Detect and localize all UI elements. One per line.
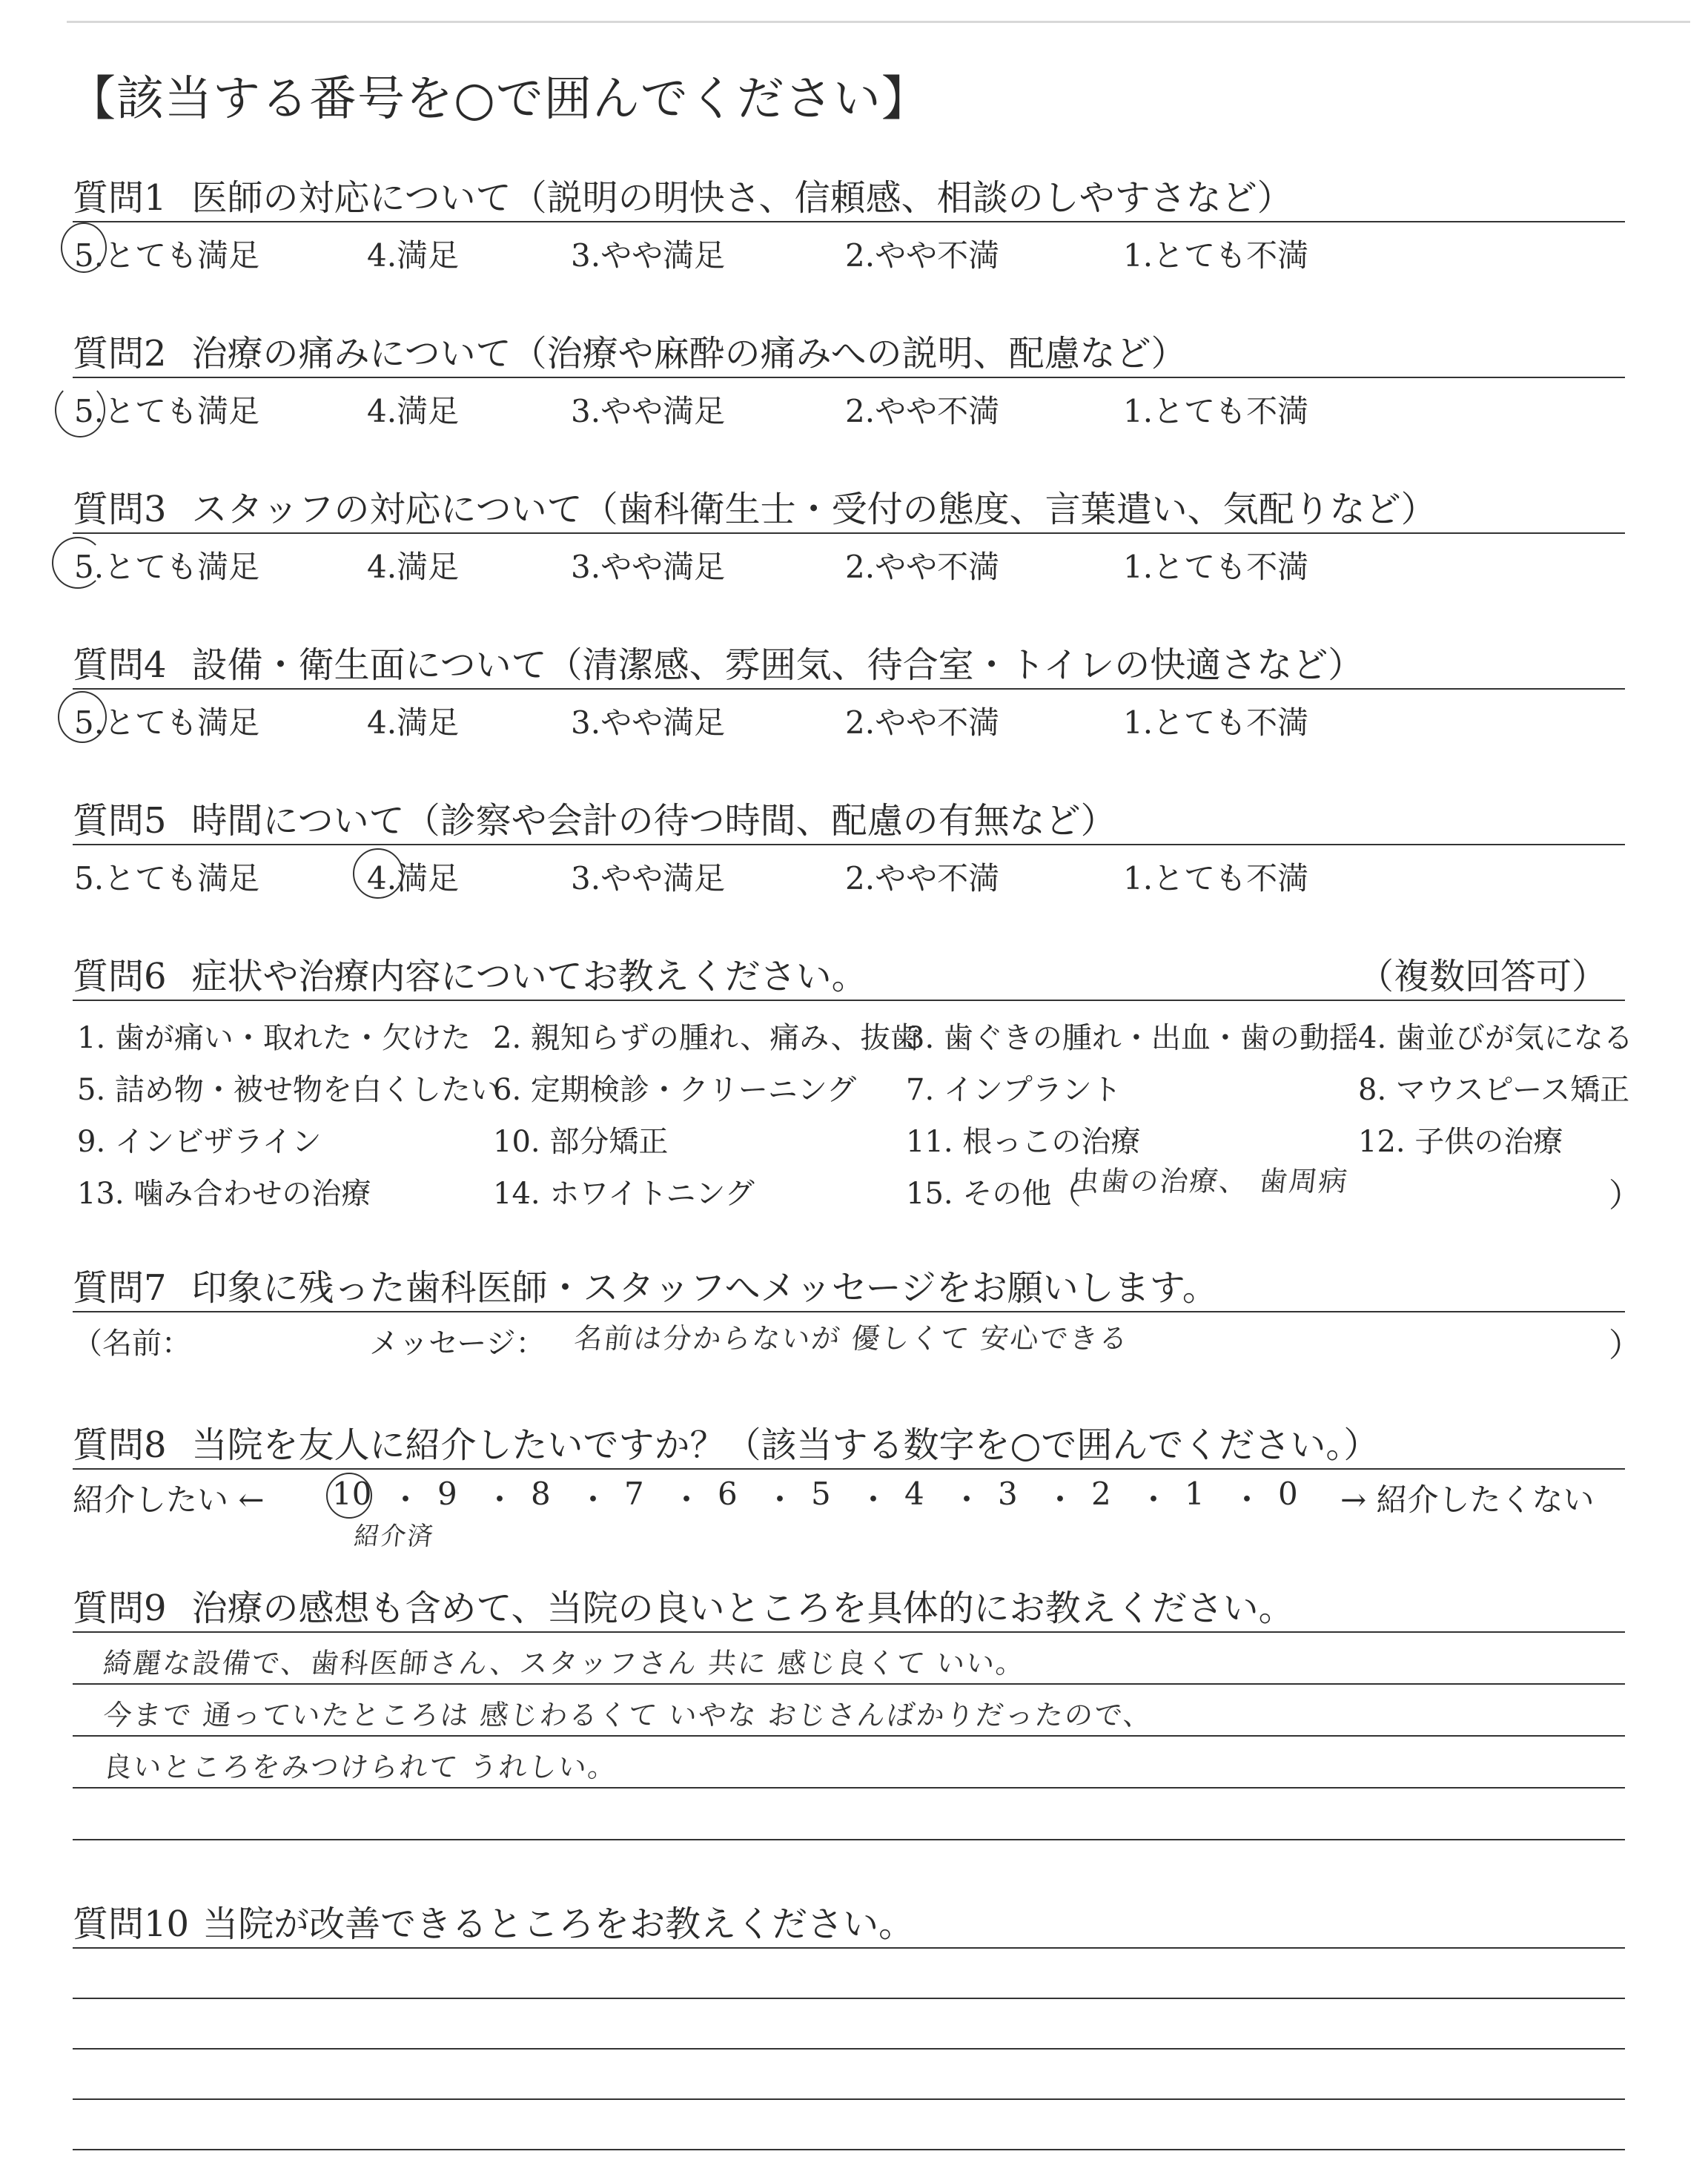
symptom-item-13[interactable]: 13. 噛み合わせの治療 [77, 1177, 371, 1211]
symptom-item-14[interactable]: 14. ホワイトニング [493, 1177, 755, 1211]
other-close-paren: ） [1609, 1177, 1641, 1215]
page-title: 【該当する番号を○で囲んでください】 [68, 72, 930, 127]
q9-handwritten-line-2: 今まで 通っていたところは 感じわるくて いやな おじさんばかりだったので、 [102, 1699, 1155, 1731]
symptom-item-8[interactable]: 8. マウスピース矯正 [1358, 1073, 1630, 1107]
scale-dot: ・ [1138, 1482, 1170, 1518]
question-text: スタッフの対応について（歯科衛生士・受付の態度、言葉遣い、気配りなど） [191, 489, 1437, 530]
q5-selection-circle [353, 848, 403, 899]
question-text: 印象に残った歯科医師・スタッフへメッセージをお願いします。 [191, 1267, 1218, 1309]
question-number: 質問4 [73, 644, 167, 686]
recommend-right-label: → 紹介したくない [1340, 1482, 1595, 1518]
q4-option-1[interactable]: 1.とても不満 [1123, 704, 1309, 741]
answer-line [73, 1998, 1625, 1999]
question-number: 質問1 [73, 177, 167, 219]
answer-line [73, 1683, 1625, 1685]
q3-option-2[interactable]: 2.やや不満 [845, 549, 1000, 585]
question-9-header [73, 1579, 1294, 1631]
scale-3[interactable]: 3 [998, 1476, 1018, 1512]
q1-option-3[interactable]: 3.やや満足 [571, 237, 726, 274]
recommend-left-label: 紹介したい ← [73, 1482, 265, 1518]
q9-handwritten-line-1: 綺麗な設備で、歯科医師さん、スタッフさん 共に 感じ良くて いい。 [102, 1647, 1027, 1680]
q4-option-2[interactable]: 2.やや不満 [845, 704, 1000, 741]
q1-option-2[interactable]: 2.やや不満 [845, 237, 1000, 274]
scale-7[interactable]: 7 [624, 1476, 644, 1512]
symptom-item-3[interactable]: 3. 歯ぐきの腫れ・出血・歯の動揺 [906, 1021, 1359, 1055]
other-handwritten-answer: 虫歯の治療、 歯周病 [1069, 1165, 1351, 1198]
referred-handwritten-note: 紹介済 [352, 1522, 436, 1551]
q4-option-5[interactable]: 5.とても満足 [74, 704, 260, 741]
question-6-rule [73, 1000, 1625, 1001]
top-edge-line [67, 21, 1690, 23]
q1-option-1[interactable]: 1.とても不満 [1123, 237, 1309, 274]
question-number: 質問7 [73, 1267, 167, 1309]
q1-option-5[interactable]: 5.とても満足 [74, 237, 260, 274]
symptom-item-12[interactable]: 12. 子供の治療 [1358, 1125, 1563, 1159]
q2-option-5[interactable]: 5.とても満足 [74, 393, 260, 429]
question-4-header [73, 636, 1363, 687]
scale-dot: ・ [764, 1482, 796, 1518]
scale-dot: ・ [858, 1482, 890, 1518]
question-text: 症状や治療内容についてお教えください。 [191, 956, 867, 997]
scale-2[interactable]: 2 [1091, 1476, 1111, 1512]
question-number: 質問8 [73, 1424, 167, 1466]
question-1-header [73, 169, 1293, 220]
question-2-rule [73, 377, 1625, 378]
question-3-rule [73, 532, 1625, 534]
q5-option-2[interactable]: 2.やや不満 [845, 860, 1000, 896]
answer-line [73, 2149, 1625, 2150]
symptom-item-7[interactable]: 7. インプラント [906, 1073, 1122, 1107]
q2-option-2[interactable]: 2.やや不満 [845, 393, 1000, 429]
scale-dot: ・ [390, 1482, 422, 1518]
question-4-rule [73, 688, 1625, 690]
q5-option-5[interactable]: 5.とても満足 [74, 860, 260, 896]
question-6-header [73, 948, 867, 999]
scale-5[interactable]: 5 [811, 1476, 831, 1512]
q3-option-4[interactable]: 4.満足 [367, 549, 460, 585]
scale-8[interactable]: 8 [531, 1476, 551, 1512]
question-number: 質問2 [73, 333, 167, 374]
message-label: メッセージ： [369, 1327, 546, 1361]
q2-option-1[interactable]: 1.とても不満 [1123, 393, 1309, 429]
symptom-item-6[interactable]: 6. 定期検診・クリーニング [493, 1073, 857, 1107]
q4-selection-circle [58, 691, 107, 743]
answer-line [73, 1839, 1625, 1840]
q9-handwritten-line-3: 良いところをみつけられて うれしい。 [102, 1751, 620, 1783]
scale-10[interactable]: 10 [332, 1476, 372, 1512]
scale-dot: ・ [1045, 1482, 1076, 1518]
question-8-rule [73, 1468, 1625, 1470]
q8-selection-circle [326, 1473, 372, 1519]
question-number: 質問6 [73, 956, 167, 997]
symptom-item-2[interactable]: 2. 親知らずの腫れ、痛み、抜歯 [493, 1021, 920, 1055]
q3-selection-circle [52, 537, 104, 589]
q1-selection-circle [61, 222, 107, 273]
scale-0[interactable]: 0 [1278, 1476, 1298, 1512]
scale-1[interactable]: 1 [1185, 1476, 1205, 1512]
question-7-rule [73, 1311, 1625, 1312]
answer-line [73, 1947, 1625, 1949]
q2-option-3[interactable]: 3.やや満足 [571, 393, 726, 429]
q3-option-3[interactable]: 3.やや満足 [571, 549, 726, 585]
scale-9[interactable]: 9 [437, 1476, 457, 1512]
symptom-item-10[interactable]: 10. 部分矯正 [493, 1125, 669, 1159]
question-text: 当院が改善できるところをお教えください。 [202, 1903, 915, 1945]
q4-option-3[interactable]: 3.やや満足 [571, 704, 726, 741]
symptom-item-15-other[interactable]: 15. その他（ [906, 1177, 1082, 1211]
question-text: 治療の痛みについて（治療や麻酔の痛みへの説明、配慮など） [191, 333, 1187, 374]
question-number: 質問10 [73, 1903, 190, 1945]
scale-dot: ・ [577, 1482, 609, 1518]
question-number: 質問5 [73, 800, 167, 842]
answer-line [73, 2048, 1625, 2050]
q5-option-1[interactable]: 1.とても不満 [1123, 860, 1309, 896]
question-text: 医師の対応について（説明の明快さ、信頼感、相談のしやすさなど） [191, 177, 1293, 219]
scale-dot: ・ [951, 1482, 983, 1518]
q3-option-5[interactable]: 5.とても満足 [74, 549, 260, 585]
question-8-header [73, 1416, 1379, 1467]
q5-option-4[interactable]: 4.満足 [367, 860, 460, 896]
answer-line [73, 1735, 1625, 1737]
q3-option-1[interactable]: 1.とても不満 [1123, 549, 1309, 585]
question-5-header [73, 792, 1116, 843]
question-2-header [73, 325, 1187, 376]
q2-selection-circle [55, 383, 105, 437]
scale-4[interactable]: 4 [904, 1476, 924, 1512]
symptom-item-4[interactable]: 4. 歯並びが気になる [1358, 1021, 1633, 1055]
q2-option-4[interactable]: 4.満足 [367, 393, 460, 429]
question-text: 治療の感想も含めて、当院の良いところを具体的にお教えください。 [191, 1588, 1294, 1629]
scale-6[interactable]: 6 [718, 1476, 738, 1512]
scale-dot: ・ [484, 1482, 516, 1518]
symptom-item-11[interactable]: 11. 根っこの治療 [906, 1125, 1141, 1159]
message-handwritten-answer: 名前は分からないが 優しくて 安心できる [572, 1322, 1131, 1355]
scale-dot: ・ [671, 1482, 703, 1518]
q5-option-3[interactable]: 3.やや満足 [571, 860, 726, 896]
multiple-answer-note: （複数回答可） [1358, 956, 1608, 997]
question-1-rule [73, 221, 1625, 222]
q1-option-4[interactable]: 4.満足 [367, 237, 460, 274]
question-7-header [73, 1259, 1218, 1310]
symptom-item-5[interactable]: 5. 詰め物・被せ物を白くしたい [77, 1073, 500, 1107]
message-close-paren: ） [1609, 1327, 1641, 1364]
name-label: （名前： [73, 1327, 191, 1361]
question-number: 質問9 [73, 1588, 167, 1629]
question-5-rule [73, 844, 1625, 845]
answer-line [73, 2098, 1625, 2100]
question-3-header [73, 480, 1437, 532]
question-10-header [73, 1895, 914, 1946]
q4-option-4[interactable]: 4.満足 [367, 704, 460, 741]
question-text: 設備・衛生面について（清潔感、雰囲気、待合室・トイレの快適さなど） [191, 644, 1364, 686]
answer-line [73, 1787, 1625, 1789]
symptom-item-9[interactable]: 9. インビザライン [77, 1125, 322, 1159]
question-number: 質問3 [73, 489, 167, 530]
question-text: 時間について（診察や会計の待つ時間、配慮の有無など） [191, 800, 1116, 842]
question-text: 当院を友人に紹介したいですか？（該当する数字を○で囲んでください。） [191, 1424, 1380, 1466]
answer-line [73, 1631, 1625, 1633]
symptom-item-1[interactable]: 1. 歯が痛い・取れた・欠けた [77, 1021, 471, 1055]
scale-dot: ・ [1231, 1482, 1263, 1518]
